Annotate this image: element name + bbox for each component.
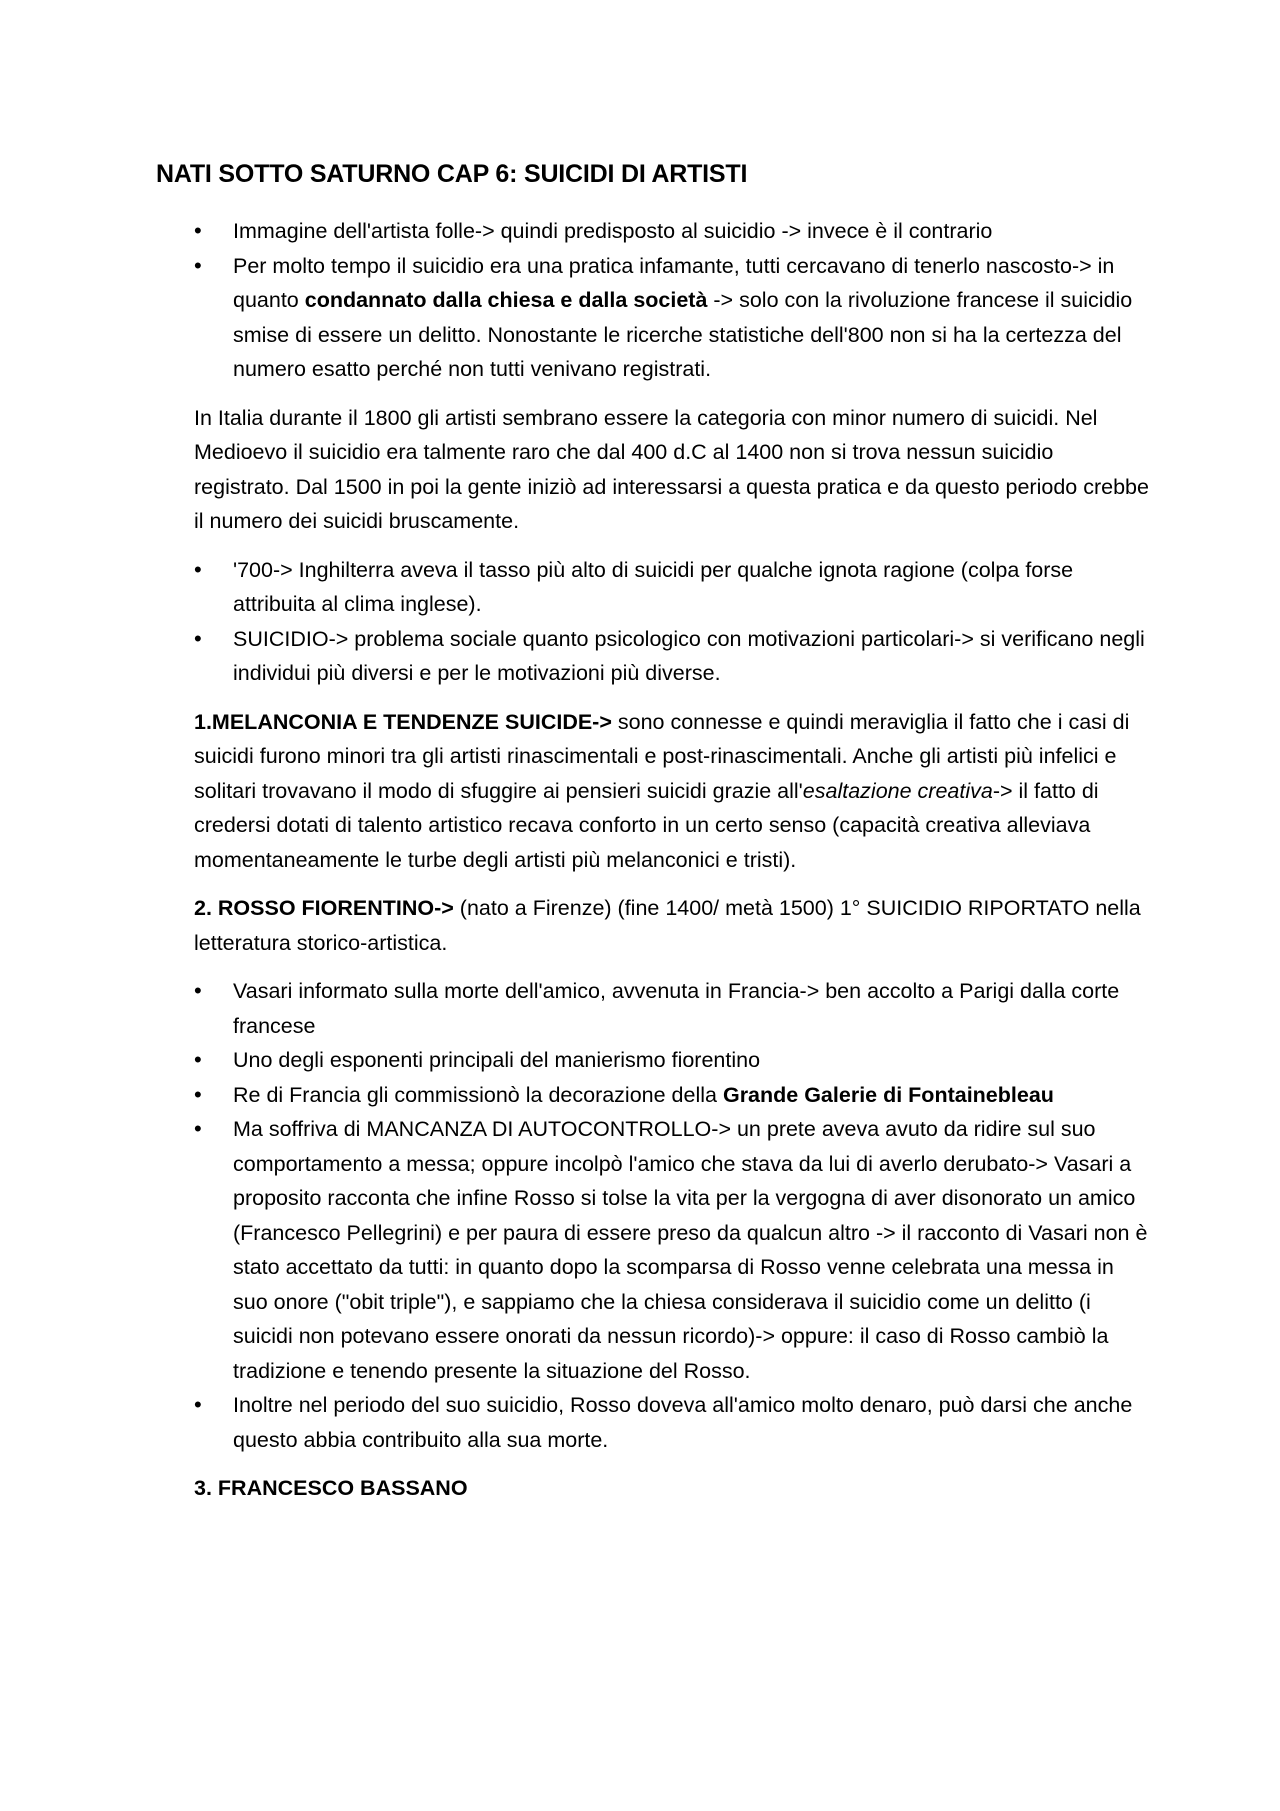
- document-body: [194, 214, 1154, 1506]
- list-item: • '700-> Inghilterra aveva il tasso più alto di suicidi per qualche ignota ragione (colpa forse attribuita al clima inglese).: [194, 553, 1154, 622]
- paragraph-italy: In Italia durante il 1800 gli artisti sembrano essere la categoria con minor numero di suicidi. Nel Medioevo il suicidio era talmente raro che dal 400 d.C al 1400 non si trova nessun suicidio registrato. Dal 1500 in poi la gente iniziò ad interessarsi a questa pratica e da questo periodo crebbe il numero dei suicidi bruscamente.: [194, 405, 1149, 533]
- list-item: • Vasari informato sulla morte dell'amico, avvenuta in Francia-> ben accolto a Parigi dalla corte francese: [194, 974, 1154, 1043]
- section-heading: 1.MELANCONIA E TENDENZE SUICIDE->: [194, 709, 612, 734]
- list-item: • Immagine dell'artista folle-> quindi predisposto al suicidio -> invece è il contrario: [194, 214, 1154, 249]
- list-item: • Inoltre nel periodo del suo suicidio, Rosso doveva all'amico molto denaro, può darsi che anche questo abbia contribuito alla sua morte.: [194, 1388, 1154, 1457]
- list-item: • Ma soffriva di MANCANZA DI AUTOCONTROLLO-> un prete aveva avuto da ridire sul suo comportamento a messa; oppure incolpò l'amico che stava da lui di averlo derubato-> Vasari a proposito racconta che infine Rosso si tolse la vita per la vergogna di aver disonorato un amico (Francesco Pellegrini) e per paura di essere preso da qualcun altro -> il racconto di Vasari non è stato accettato da tutti: in quanto dopo la scomparsa di Rosso venne celebrata una messa in suo onore ("obit triple"), e sappiamo che la chiesa considerava il suicidio come un delitto (i suicidi non potevano essere onorati da nessun ricordo)-> oppure: il caso di Rosso cambiò la tradizione e tenendo presente la situazione del Rosso.: [194, 1112, 1154, 1388]
- bold-phrase: condannato dalla chiesa e dalla società: [304, 288, 708, 312]
- page-title: NATI SOTTO SATURNO CAP 6: SUICIDI DI ARTISTI: [156, 160, 748, 188]
- bold-phrase: Grande Galerie di Fontainebleau: [722, 1082, 1054, 1107]
- section-heading: 2. ROSSO FIORENTINO->: [194, 896, 454, 920]
- bullet-list-intro: [194, 214, 1154, 387]
- list-item: • SUICIDIO-> problema sociale quanto psicologico con motivazioni particolari-> si verificano negli individui più diversi e per le motivazioni più diverse.: [194, 622, 1154, 691]
- section-bassano: [194, 1471, 1154, 1506]
- italic-phrase: esaltazione creativa: [802, 778, 993, 803]
- section-heading: 3. FRANCESCO BASSANO: [194, 1476, 468, 1500]
- bullet-list-england: [194, 553, 1154, 691]
- section-rosso: 2. ROSSO FIORENTINO-> (nato a Firenze) (fine 1400/ metà 1500) 1° SUICIDIO RIPORTATO nella letteratura storico-artistica.: [194, 896, 1141, 955]
- list-item: • Re di Francia gli commissionò la decorazione della Grande Galerie di Fontainebleau: [194, 1078, 1154, 1113]
- section-melanconia: 1.MELANCONIA E TENDENZE SUICIDE-> sono connesse e quindi meraviglia il fatto che i casi di suicidi furono minori tra gli artisti rinascimentali e post-rinascimentali. Anche gli artisti più infelici e solitari trovavano il modo di sfuggire ai pensieri suicidi grazie all'esaltazione creativa-> il fatto di credersi dotati di talento artistico recava conforto in un certo senso (capacità creativa alleviava momentaneamente le turbe degli artisti più melanconici e tristi).: [194, 709, 1130, 872]
- bullet-list-rosso: [194, 974, 1154, 1457]
- list-item: • Uno degli esponenti principali del manierismo fiorentino: [194, 1043, 1154, 1078]
- list-item: • Per molto tempo il suicidio era una pratica infamante, tutti cercavano di tenerlo nascosto-> in quanto condannato dalla chiesa e dalla società -> solo con la rivoluzione francese il suicidio smise di essere un delitto. Nonostante le ricerche statistiche dell'800 non si ha la certezza del numero esatto perché non tutti venivano registrati.: [194, 249, 1154, 387]
